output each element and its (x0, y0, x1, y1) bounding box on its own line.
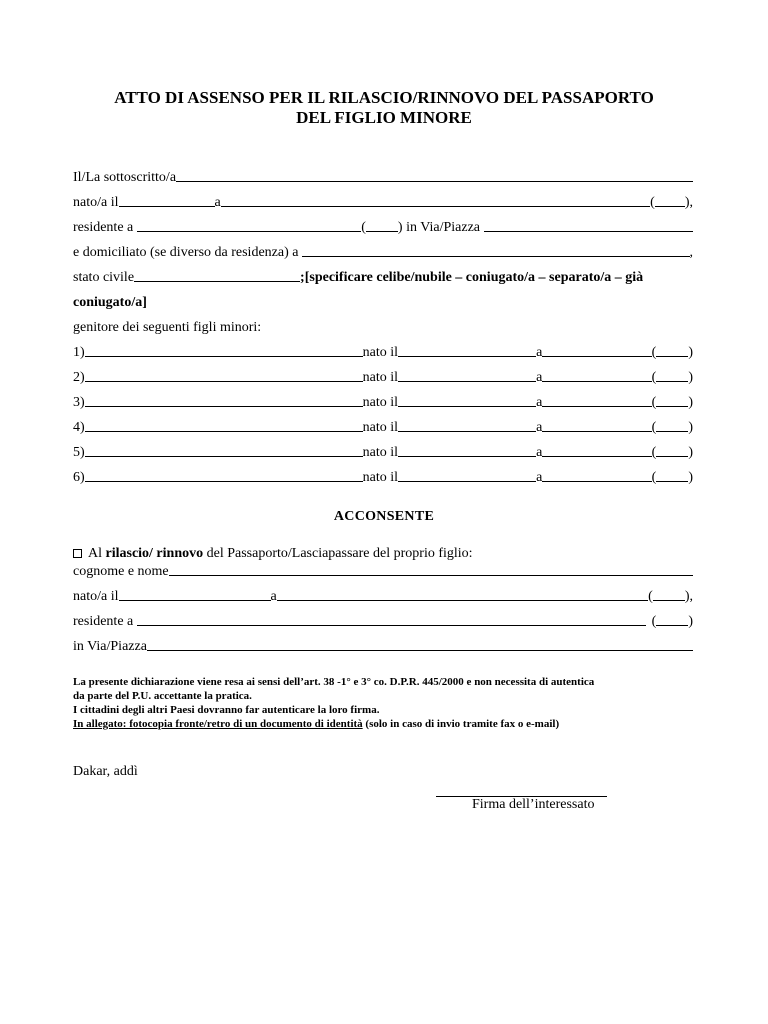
domicile-row (73, 237, 693, 261)
paren-close: ) (688, 614, 693, 629)
child-name-field[interactable] (85, 405, 363, 407)
consent-birth-place-field[interactable] (277, 599, 648, 601)
child-birth-place-field[interactable] (542, 405, 651, 407)
consent-option-bold: rilascio/ rinnovo (105, 546, 204, 561)
child-born-label: nato il (362, 395, 399, 410)
child-row (73, 412, 693, 436)
legal-note-1: La presente dichiarazione viene resa ai sensi dell’art. 38 -1° e 3° co. D.P.R. 445/2000 e non necessita di autentica (73, 676, 595, 688)
signature-label: Firma dell’interessato (472, 797, 595, 812)
civil-status-hint-row (73, 287, 693, 311)
signer-name-field[interactable] (176, 180, 693, 182)
child-province-field[interactable] (656, 405, 688, 407)
consent-birth-province-field[interactable] (653, 599, 685, 601)
parent-label: genitore dei seguenti figli minori: (73, 320, 262, 335)
consent-birth-date-field[interactable] (119, 599, 271, 601)
consent-option-prefix: Al (88, 546, 106, 561)
consent-birth-row (73, 581, 693, 605)
born-at-label: a (214, 195, 221, 210)
attachment-note-underlined: In allegato: fotocopia fronte/retro di un documento di identità (73, 718, 363, 730)
paren-open: ( (651, 420, 657, 435)
child-name-field[interactable] (85, 355, 363, 357)
child-number: 1) (73, 345, 85, 360)
child-born-label: nato il (362, 370, 399, 385)
child-province-field[interactable] (656, 480, 688, 482)
fullname-label: cognome e nome (73, 564, 169, 579)
child-row (73, 362, 693, 386)
child-province-field[interactable] (656, 430, 688, 432)
child-birth-place-field[interactable] (542, 430, 651, 432)
consent-via-label: in Via/Piazza (73, 639, 147, 654)
child-born-label: nato il (362, 420, 399, 435)
paren-close: ) (688, 345, 693, 360)
consent-born-label: nato/a il (73, 589, 119, 604)
paren-open: ( (651, 370, 657, 385)
paren-open: ( (651, 345, 657, 360)
signer-label: Il/La sottoscritto/a (73, 170, 177, 185)
residence-city-field[interactable] (137, 230, 361, 232)
legal-note-2: da parte del P.U. accettante la pratica. (73, 690, 252, 702)
consent-residence-city-field[interactable] (137, 624, 645, 626)
paren-close: ) (688, 370, 693, 385)
child-name-field[interactable] (85, 480, 363, 482)
paren-open: ( (651, 445, 657, 460)
child-at-label: a (536, 420, 543, 435)
child-at-label: a (536, 370, 543, 385)
child-birth-date-field[interactable] (398, 430, 536, 432)
child-row (73, 387, 693, 411)
paren-close: ) (688, 395, 693, 410)
paren-open: ( (648, 589, 653, 604)
consent-at-label: a (270, 589, 277, 604)
paren-close: ), (684, 195, 693, 210)
paren-open: ( (650, 195, 655, 210)
paren-close: ) (688, 470, 693, 485)
paren-open: ( (651, 614, 657, 629)
paren-close: ) (688, 445, 693, 460)
parent-row (73, 312, 693, 336)
domicile-field[interactable] (302, 255, 689, 257)
child-born-label: nato il (362, 470, 399, 485)
child-name-field[interactable] (85, 380, 363, 382)
consent-street-field[interactable] (147, 649, 693, 651)
child-at-label: a (536, 470, 543, 485)
via-label: ) in Via/Piazza (397, 220, 481, 235)
child-born-label: nato il (362, 345, 399, 360)
consent-resident-label: residente a (73, 614, 134, 629)
child-number: 3) (73, 395, 85, 410)
child-row (73, 462, 693, 486)
consent-heading: ACCONSENTE (333, 509, 435, 524)
consent-option-rest: del Passaporto/Lasciapassare del proprio figlio: (203, 546, 473, 561)
civil-status-row (73, 262, 693, 286)
birth-place-field[interactable] (221, 205, 650, 207)
child-number: 5) (73, 445, 85, 460)
declarant-birth-row (73, 187, 693, 211)
child-row (73, 337, 693, 361)
child-birth-date-field[interactable] (398, 380, 536, 382)
child-number: 6) (73, 470, 85, 485)
child-birth-place-field[interactable] (542, 355, 651, 357)
form-title-line-1: ATTO DI ASSENSO PER IL RILASCIO/RINNOVO DEL PASSAPORTO (114, 88, 654, 107)
paren-close: ), (684, 589, 693, 604)
consent-street-row (73, 631, 693, 655)
child-row (73, 437, 693, 461)
child-birth-date-field[interactable] (398, 355, 536, 357)
child-province-field[interactable] (656, 455, 688, 457)
child-fullname-row (73, 556, 693, 580)
child-at-label: a (536, 395, 543, 410)
child-name-field[interactable] (85, 430, 363, 432)
child-birth-place-field[interactable] (542, 480, 651, 482)
child-name-field[interactable] (85, 455, 363, 457)
born-label: nato/a il (73, 195, 119, 210)
consent-residence-province-field[interactable] (656, 624, 688, 626)
legal-note-3: I cittadini degli altri Paesi dovranno far autenticare la loro firma. (73, 704, 380, 716)
paren-close: ) (688, 420, 693, 435)
comma: , (689, 245, 693, 260)
birth-date-field[interactable] (119, 205, 215, 207)
paren-open: ( (361, 220, 366, 235)
child-at-label: a (536, 445, 543, 460)
civil-status-label: stato civile (73, 270, 135, 285)
signer-row (73, 162, 693, 186)
consent-residence-row (73, 606, 693, 630)
paren-open: ( (651, 470, 657, 485)
resident-label: residente a (73, 220, 134, 235)
domicile-label: e domiciliato (se diverso da residenza) a (73, 245, 299, 260)
residence-street-field[interactable] (484, 230, 693, 232)
place-date-label: Dakar, addì (73, 764, 138, 779)
child-province-field[interactable] (656, 380, 688, 382)
child-province-field[interactable] (656, 355, 688, 357)
child-birth-date-field[interactable] (398, 480, 536, 482)
paren-open: ( (651, 395, 657, 410)
child-fullname-field[interactable] (169, 574, 693, 576)
attachment-note-rest: (solo in caso di invio tramite fax o e-mail) (362, 718, 560, 730)
child-at-label: a (536, 345, 543, 360)
form-title-line-2: DEL FIGLIO MINORE (296, 108, 472, 127)
residence-row (73, 212, 693, 236)
child-birth-place-field[interactable] (542, 455, 651, 457)
child-number: 4) (73, 420, 85, 435)
civil-status-field[interactable] (134, 280, 300, 282)
child-birth-place-field[interactable] (542, 380, 651, 382)
child-birth-date-field[interactable] (398, 405, 536, 407)
residence-province-field[interactable] (366, 230, 398, 232)
civil-status-hint: ;[specificare celibe/nubile – coniugato/a – separato/a – già (300, 270, 644, 285)
birth-province-field[interactable] (655, 205, 685, 207)
civil-status-hint-cont: coniugato/a] (73, 295, 147, 310)
attachment-note (73, 718, 698, 732)
child-birth-date-field[interactable] (398, 455, 536, 457)
child-born-label: nato il (362, 445, 399, 460)
child-number: 2) (73, 370, 85, 385)
